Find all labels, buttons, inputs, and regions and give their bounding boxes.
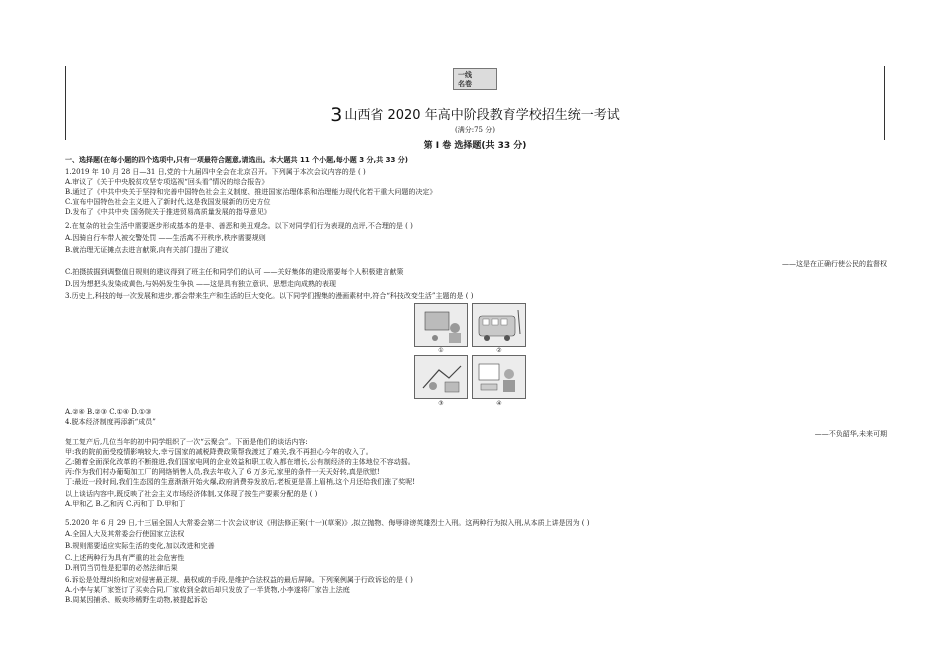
cartoon-panel-2 (472, 303, 526, 347)
text-line: A.审议了《关于中央脱贫攻坚专项巡视“回头看”情况的综合报告》 (65, 178, 269, 186)
text-line: A.甲和乙 B.乙和丙 C.丙和丁 D.甲和丁 (65, 500, 186, 508)
cartoon-label: ① (438, 347, 444, 354)
text-line: B.就治理无证摊点去进言献策,向有关部门提出了建议 (65, 246, 229, 254)
text-line: 2.在复杂的社会生活中需要逐步形成基本的是非、善恶和美丑观念。以下对同学们行为表现的点评,不合理的是 ( ) (65, 222, 413, 230)
cartoon-label: ④ (496, 400, 502, 407)
text-line: A.因骑自行车带人被交警处罚 ——生活离不开秩序,秩序需要规则 (65, 234, 266, 242)
cartoon-panel-3 (414, 355, 468, 399)
text-line: B.规则需要适应实际生活的变化,加以改进和完善 (65, 542, 215, 550)
text-line: C.宣布中国特色社会主义进入了新时代,这是我国发展新的历史方位 (65, 198, 271, 206)
text-line: A.全国人大及其常委会行使国家立法权 (65, 530, 185, 538)
text-line: 1.2019 年 10 月 28 日—31 日,党的十九届四中全会在北京召开。下列属于本次会议内容的是 ( ) (65, 168, 366, 176)
text-line: 6.诉讼是处理纠纷和应对侵害最正规、最权威的手段,是维护合法权益的最后屏障。下列案例属于行政诉讼的是 ( ) (65, 576, 413, 584)
text-line: 复工复产后,几位当年的初中同学组织了一次“云聚会”。下面是他们的谈话内容: (65, 438, 308, 446)
full-score: (满分:75 分) (455, 126, 495, 134)
text-line: D.因为想把头发染成黄色,与妈妈发生争执 ——这是具有独立意识、思想走向成熟的表现 (65, 280, 337, 288)
text-line: D.刑罚当罚性是犯罪的必然法律后果 (65, 564, 178, 572)
text-line: 3.历史上,科技的每一次发展和进步,都会带来生产和生活的巨大变化。以下同学们搜集的漫画素材中,符合“科技改变生活”主题的是 ( ) (65, 292, 474, 300)
text-line: 乙:随着全面深化改革的不断推进,我们国家电网的企业效益和职工收入都在增长,公有制经济的主体地位不容动摇。 (65, 458, 415, 466)
text-line: C.拍摄拔掘到调整值日规则的建议得到了班主任和同学们的认可 ——关好集体的建设需要每个人积极建言献策 (65, 268, 404, 276)
text-line: A.②④ B.②③ C.①④ D.①③ (65, 408, 152, 416)
text-line: D.发布了《中共中央 国务院关于推进贸易高质量发展的指导意见》 (65, 208, 271, 216)
cartoon-label: ② (496, 347, 502, 354)
paper-number: 3 (330, 104, 343, 126)
text-line: 丙:作为我们村办葡萄加工厂的网络销售人员,我去年收入了 6 万多元,家里的条件一天天好转,真是欣慰! (65, 468, 380, 476)
text-line: A.小李与某厂家签订了买卖合同,厂家收到全款后却只发放了一半货物,小李遂将厂家告上法庭 (65, 586, 350, 594)
text-line: B.通过了《中共中央关于坚持和完善中国特色社会主义制度、推进国家治理体系和治理能力现代化若干重大问题的决定》 (65, 188, 437, 196)
part-heading: 第 Ⅰ 卷 选择题(共 33 分) (423, 141, 527, 151)
title-text: 山西省 2020 年高中阶段教育学校招生统一考试 (344, 108, 620, 123)
right-aligned-note: ——不负韶华,未来可期 (814, 430, 887, 438)
right-aligned-note: ——这是在正确行使公民的监督权 (782, 260, 887, 268)
cartoon-panel-1 (414, 303, 468, 347)
text-line: C.上述两种行为具有严重的社会危害性 (65, 554, 185, 562)
text-line: 丁:最近一段时间,我们生态园的生意渐渐开始火爆,政府消费券发放后,老板更是喜上眉梢,这个月还给我们涨了奖呢! (65, 478, 416, 486)
text-line: 一、选择题(在每小题的四个选项中,只有一项最符合题意,请选出。本大题共 11 个小题,每小题 3 分,共 33 分) (65, 156, 409, 164)
text-line: 以上谈话内容中,既反映了社会主义市场经济体制,又体现了按生产要素分配的是 ( ) (65, 490, 318, 498)
cartoon-group (414, 303, 526, 407)
brand-stamp: 一线 名卷 (453, 68, 497, 90)
text-line: 甲:我的院前面受疫情影响较大,幸亏国家的减税降费政策帮我渡过了难关,我不再担心今年的收入了。 (65, 448, 373, 456)
text-line: 4.脱本经济制度再添新“成员” (65, 418, 156, 426)
text-line: 5.2020 年 6 月 29 日,十三届全国人大常委会第二十次会议审议《刑法修正案(十一)(草案)》,拟立抛物、侮辱诽谤英雄烈士入刑。这两种行为拟入刑,从本质上讲是因为 ( ) (65, 519, 590, 527)
cartoon-panel-4 (472, 355, 526, 399)
exam-title (0, 104, 950, 126)
cartoon-label: ③ (438, 400, 444, 407)
text-line: B.周某因捕杀、贩卖珍稀野生动物,被提起诉讼 (65, 596, 208, 604)
